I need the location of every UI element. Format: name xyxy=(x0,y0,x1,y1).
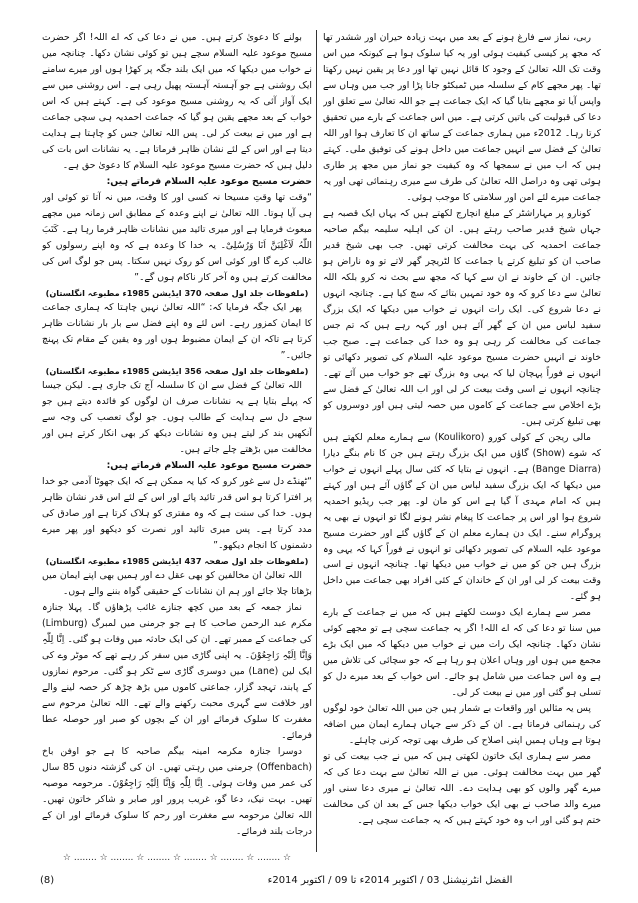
star-separator: ☆ ........ ☆ ........ ☆ ........ ☆ ........ ☆ ........ ☆ ........ ☆ xyxy=(62,853,292,863)
issue-line: الفضل انٹرنیشنل 03 / اکتوبر 2014ء تا 09 / اکتوبر 2014ء xyxy=(267,875,513,886)
citation-1: (ملفوظات جلد اول صفحہ 370 ایڈیشن 1985ء مطبوعہ انگلستان) xyxy=(45,287,309,298)
column-divider xyxy=(316,30,317,852)
right-paragraph-examples: پس یہ مثالیں اور واقعات بے شمار ہیں جن میں اللہ تعالیٰ خود لوگوں کی رہنمائی فرماتا ہے۔ ان کے ذکر سے جہاں ہمارے ایمان میں اضافہ ہوتا ہے وہاں ہمیں اپنی اصلاح کی طرف بھی توجہ کرنی چاہئے۔ xyxy=(323,703,601,747)
citation-3: (ملفوظات جلد اول صفحہ 437 ایڈیشن 1985ء مطبوعہ انگلستان) xyxy=(45,555,309,566)
left-column xyxy=(42,30,312,848)
funeral-paragraph-2: دوسرا جنازہ مکرمہ امینہ بیگم صاحبہ کا ہے جو اوفن باخ (Offenbach) جرمنی میں رہتی تھیں۔ ان کی گزشتہ دنوں 85 سال کی عمر میں وفات ہوئی۔ اِنَّا لِلّٰہِ وَاِنَّا اِلَیْہِ رَاجِعُوْنَ۔ مرحومہ موصیہ تھیں۔ بہت نیک، دعا گو، غریب پرور اور صابر و شاکر خاتون تھیں۔ اللہ تعالیٰ مرحومہ سے مغفرت اور رحم کا سلوک فرمائے اور ان کے درجات بلند فرمائے۔ xyxy=(42,745,312,837)
right-paragraph-dream-prayer: ربی، نماز سے فارغ ہونے کے بعد میں بہت زیادہ حیران اور ششدر تھا کہ مجھ پر کیسی کیفیت ہوئی اور یہ کیا سلوک ہوا ہے کیونکہ میں اس وقت تک اللہ تعالیٰ کے وجود کا قائل نہیں تھا اور دعا پر یقین نہیں رکھتا تھا۔ پھر مجھے کام کے سلسلہ میں ٹمبکٹو جانا پڑا اور جب میں وہاں سے واپس آیا تو مجھے بتایا گیا کہ ایک جماعت ہے جو اللہ تعالیٰ سے تعلق اور دعا کی قبولیت کی باتیں کرتی ہے۔ میں اس جماعت کے بارے میں تحقیق کرتا رہا۔ 2012ء میں ہماری جماعت کے ساتھ ان کا تعارف ہوا اور اللہ تعالیٰ کے فضل سے انہیں جماعت میں داخل ہونے کی توفیق ملی۔ کہتے ہیں کہ اب میں نے سمجھا کہ وہ کیفیت جو نماز میں مجھ پر طاری ہوئی تھی وہ دراصل اللہ تعالیٰ کی طرف سے میری رہنمائی تھی اور یہ جماعت میرے لئے امن اور سلامتی کا موجب ہوئی۔ xyxy=(323,32,601,203)
quote-intro-2: حضرت مسیح موعود علیہ السلام فرماتے ہیں: xyxy=(106,459,312,471)
left-paragraph-4: اللہ تعالیٰ ان مخالفین کو بھی عقل دے اور ہمیں بھی اپنے ایمان میں بڑھاتا چلا جائے اور ہم ان نشانات کے حقیقی گواہ بننے والے ہوں۔ xyxy=(42,569,312,597)
page-number: (8) xyxy=(40,875,55,886)
right-column xyxy=(323,30,601,852)
right-paragraph-mali-koulikoro: مالی ریجن کے کولی کورو (Koulikoro) سے ہمارے معلم لکھتے ہیں کہ شوے (Show) گاؤں میں ایک بزرگ رہتے ہیں جن کا نام بنگے دیارا (Bange Diarra) ہے۔ انہوں نے بتایا کہ کئی سال پہلے انہوں نے خواب میں دیکھا کہ ایک بزرگ سفید لباس میں ان کے گاؤں آئے ہیں اور کہتے ہیں کہ امام مہدی آ گیا ہے اس کو مان لو۔ پھر جب ریڈیو احمدیہ شروع ہوا اور اس پر جماعت کا پیغام نشر ہونے لگا تو انہوں نے بھی یہ پروگرام سنے۔ ایک دن ہمارے معلم ان کے گاؤں گئے اور حضرت مسیح موعود علیہ السلام کی تصویر دکھائی تو انہوں نے فوراً کہا کہ یہی وہ بزرگ ہیں جن کو میں نے خواب میں دیکھا تھا۔ چنانچہ انہوں نے اسی وقت بیعت کر لی اور ان کے خاندان کے کئی افراد بھی جماعت میں داخل ہو گئے۔ xyxy=(323,431,601,603)
quote-2: “ٹھنڈے دل سے غور کرو کہ کیا یہ ممکن ہے کہ ایک جھوٹا آدمی جو خدا پر افترا کرتا ہو اس قدر تائید پائے اور اس کے لئے اس قدر نشان ظاہر ہوں۔ خدا کی سنت ہے کہ وہ مفتری کو ہلاک کرتا ہے اور صادق کی مدد کرتا ہے۔ پس میری تائید اور نصرت کو دیکھو اور پھر میرے دشمنوں کا انجام دیکھو۔” xyxy=(42,475,312,551)
quote-1: “وقت تھا وقتِ مسیحا نہ کسی اور کا وقت، میں نہ آتا تو کوئی اور ہی آیا ہوتا۔ اللہ تعالیٰ نے اپنے وعدہ کے مطابق اس زمانہ میں مجھے مبعوث فرمایا ہے اور میری تائید میں نشانات ظاہر فرما رہا ہے۔ کَتَبَ اللّٰہُ لَاَغْلِبَنَّ اَنَا وَرُسُلِیْ۔ یہ خدا کا وعدہ ہے کہ وہ اپنے رسولوں کو غالب کرے گا اور کوئی اس کو روک نہیں سکتا۔ پس جو لوگ اس کی مخالفت کرتے ہیں وہ آخر کار ناکام ہوں گے۔” xyxy=(42,191,312,283)
citation-2: (ملفوظات جلد اول صفحہ 356 ایڈیشن 1985ء مطبوعہ انگلستان) xyxy=(45,365,309,376)
right-paragraph-egypt-lady: مصر سے ہماری ایک خاتون لکھتی ہیں کہ میں نے جب بیعت کی تو گھر میں بہت مخالفت ہوئی۔ میں نے اللہ تعالیٰ سے بہت دعا کی کہ میرے گھر والوں کو بھی ہدایت دے۔ اللہ تعالیٰ نے میری دعا سنی اور میرے والد صاحب نے بھی ایک خواب دیکھا جس کے بعد ان کی مخالفت ختم ہو گئی اور اب وہ خود کہتے ہیں کہ یہ جماعت سچی ہے۔ xyxy=(323,751,601,827)
right-paragraph-egypt-friend: مصر سے ہمارے ایک دوست لکھتے ہیں کہ میں نے جماعت کے بارے میں سنا تو دعا کی کہ اے اللہ! اگر یہ جماعت سچی ہے تو مجھے کوئی نشان دکھا۔ چنانچہ ایک رات میں نے خواب میں دیکھا کہ میں ایک بڑے مجمع میں ہوں اور وہاں اعلان ہو رہا ہے کہ جو سچائی کی تلاش میں ہے وہ اس جماعت میں شامل ہو جائے۔ اس خواب کے بعد میرے دل کو تسلی ہو گئی اور میں نے بیعت کر لی۔ xyxy=(323,607,601,699)
left-paragraph-3: اللہ تعالیٰ کے فضل سے ان کا سلسلہ آج تک جاری ہے۔ لیکن جیسا کہ پہلے بتایا ہے یہ نشانات صرف ان لوگوں کو فائدہ دیتے ہیں جو سچے دل سے ہدایت کے طالب ہوں۔ جو لوگ تعصب کی وجہ سے آنکھیں بند کر لیتے ہیں وہ نشانات دیکھ کر بھی انکار کرتے ہیں اور مخالفت میں بڑھتے چلے جاتے ہیں۔ xyxy=(42,379,312,455)
right-paragraph-wife-dream: کونارو پر مہاراشٹر کے مبلغ انچارج لکھتے ہیں کہ یہاں ایک قصبہ ہے جہاں شیخ قدیر صاحب رہتے ہیں۔ ان کی اہلیہ سلیمہ بیگم صاحبہ جماعت احمدیہ کی بہت مخالفت کرتی تھیں۔ جب بھی شیخ قدیر صاحب ان کو تبلیغ کرتے یا جماعت کا لٹریچر گھر لاتے تو وہ ناراض ہو جاتیں۔ ان کے خاوند نے ان سے کہا کہ مجھ سے بحث نہ کرو بلکہ اللہ تعالیٰ سے دعا کرو کہ وہ خود تمہیں بتائے کہ سچ کیا ہے۔ چنانچہ انہوں نے دعا شروع کی۔ ایک رات انہوں نے خواب میں دیکھا کہ ایک بزرگ سفید لباس میں ان کے گھر آئے ہیں اور کہہ رہے ہیں کہ تم جس جماعت کی مخالفت کر رہی ہو وہ خدا کی جماعت ہے۔ صبح جب خاوند نے انہیں حضرت مسیح موعود علیہ السلام کی تصویر دکھائی تو انہوں نے فوراً پہچان لیا کہ یہی وہ بزرگ تھے جو خواب میں آئے تھے۔ چنانچہ انہوں نے اسی وقت بیعت کر لی اور اب اللہ تعالیٰ کے فضل سے بڑے اخلاص سے جماعت کے کاموں میں حصہ لیتی ہیں اور دوسروں کو بھی تبلیغ کرتی ہیں۔ xyxy=(323,207,601,427)
left-paragraph-2: پھر ایک جگہ فرمایا کہ: “اللہ تعالیٰ نہیں چاہتا کہ ہماری جماعت کا ایمان کمزور رہے۔ اس لئے وہ اپنے فضل سے بار بار نشانات ظاہر کرتا ہے تاکہ ان کے ایمان مضبوط ہوں اور وہ یقین کے مقام تک پہنچ جائیں۔” xyxy=(42,301,312,361)
funeral-paragraph-1: نماز جمعہ کے بعد میں کچھ جنازے غائب پڑھاؤں گا۔ پہلا جنازہ مکرم عبد الرحمن صاحب کا ہے جو جرمنی میں لمبرگ (Limburg) کی جماعت کے ممبر تھے۔ ان کی ایک حادثہ میں وفات ہو گئی۔ اِنَّا لِلّٰہِ وَاِنَّا اِلَیْہِ رَاجِعُوْنَ۔ یہ اپنی گاڑی میں سفر کر رہے تھے کہ موٹر وے کی ایک لین (Lane) میں دوسری گاڑی سے ٹکر ہو گئی۔ مرحوم نمازوں کے پابند، تہجد گزار، جماعتی کاموں میں بڑھ چڑھ کر حصہ لینے والے اور خلافت سے گہری محبت رکھنے والے تھے۔ اللہ تعالیٰ مرحوم سے مغفرت کا سلوک فرمائے اور ان کے بچوں کو صبر اور حوصلہ عطا فرمائے۔ xyxy=(42,601,312,741)
left-paragraph-opening: بولنے کا دعویٰ کرتے ہیں۔ میں نے دعا کی کہ اے اللہ! اگر حضرت مسیح موعود علیہ السلام سچے ہیں تو کوئی نشان دکھا۔ چنانچہ میں نے خواب میں دیکھا کہ میں ایک بلند جگہ پر کھڑا ہوں اور میرے سامنے ایک روشنی ہے جو آہستہ آہستہ پھیل رہی ہے۔ اس روشنی میں سے ایک آواز آئی کہ یہ روشنی مسیح موعود کی ہے۔ کہتے ہیں کہ اس خواب کے بعد مجھے یقین ہو گیا کہ جماعت احمدیہ ہی سچی جماعت ہے اور میں نے بیعت کر لی۔ پس اللہ تعالیٰ جس کو چاہتا ہے ہدایت دیتا ہے اور اس کے لئے نشان ظاہر فرماتا ہے۔ یہ نشانات اس بات کی دلیل ہیں کہ حضرت مسیح موعود علیہ السلام کا دعویٰ حق ہے۔ xyxy=(42,32,312,171)
quote-intro-1: حضرت مسیح موعود علیہ السلام فرماتے ہیں: xyxy=(106,175,312,187)
